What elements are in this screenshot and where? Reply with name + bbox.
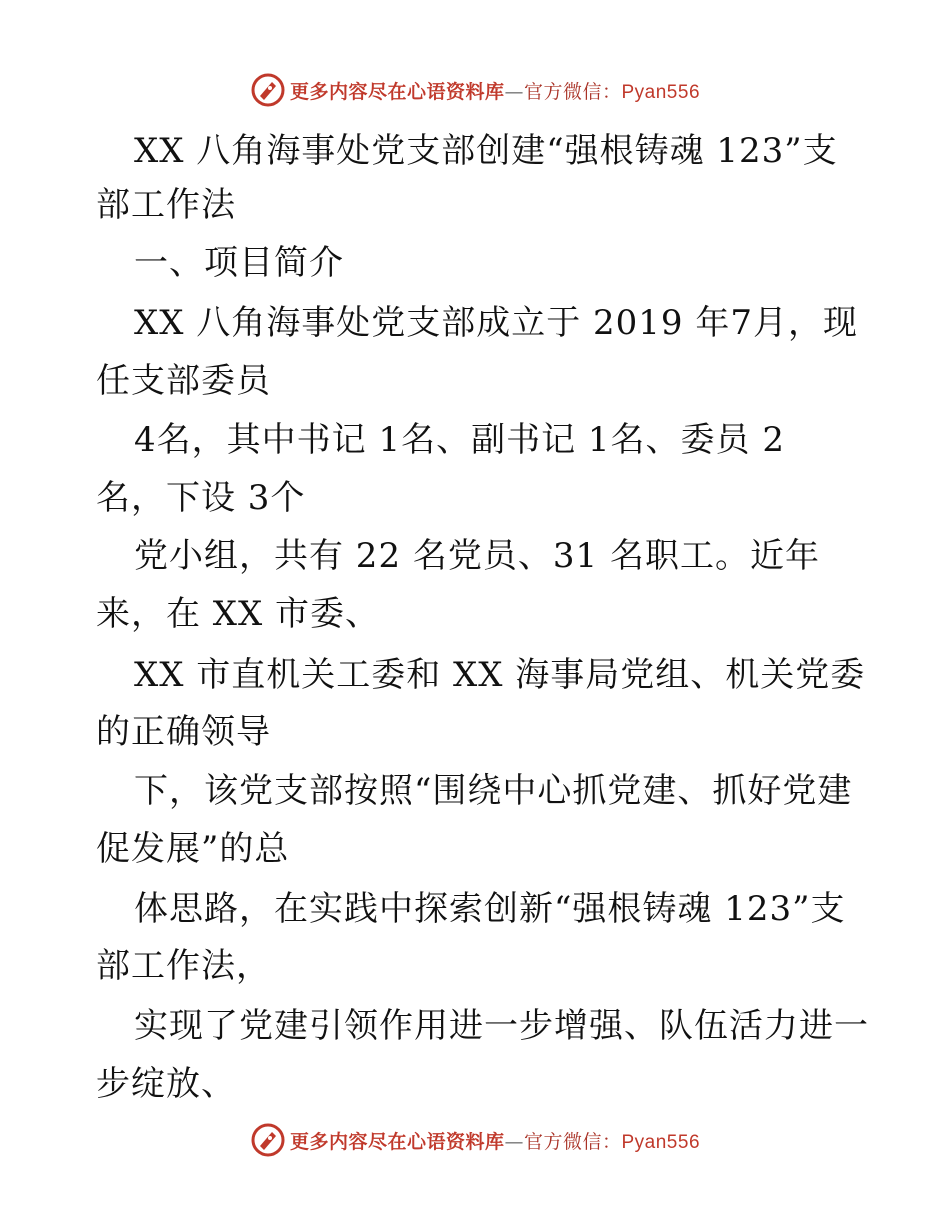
watermark-banner-bottom bbox=[0, 1120, 950, 1160]
watermark-text: 更多内容尽在心语资料库—官方微信：Pyan556 bbox=[289, 80, 701, 103]
paragraph-line: 4名，其中书记 1名、副书记 1名、委员 2 bbox=[134, 420, 785, 460]
paragraph-line: 党小组，共有 22 名党员、31 名职工。近年 bbox=[134, 536, 820, 576]
pen-nib-icon bbox=[250, 1122, 286, 1158]
pen-nib-icon bbox=[250, 72, 286, 108]
paragraph-line: 实现了党建引领作用进一步增强、队伍活力进一 bbox=[134, 1006, 869, 1046]
paragraph-line: 任支部委员 bbox=[96, 361, 271, 401]
paragraph-line: 名，下设 3个 bbox=[96, 478, 306, 518]
watermark-text: 更多内容尽在心语资料库—官方微信：Pyan556 bbox=[289, 1130, 701, 1153]
section-heading: 一、项目简介 bbox=[134, 243, 344, 283]
watermark-banner-top bbox=[0, 70, 950, 110]
paragraph-line: 体思路，在实践中探索创新“强根铸魂 123”支 bbox=[134, 889, 846, 929]
paragraph-line: XX 市直机关工委和 XX 海事局党组、机关党委 bbox=[134, 655, 866, 695]
paragraph-line: 的正确领导 bbox=[96, 712, 271, 752]
title-line-1: XX 八角海事处党支部创建“强根铸魂 123”支 bbox=[134, 131, 838, 171]
title-line-2: 部工作法 bbox=[96, 185, 236, 225]
paragraph-line: 下，该党支部按照“围绕中心抓党建、抓好党建 bbox=[134, 771, 853, 811]
paragraph-line: XX 八角海事处党支部成立于 2019 年7月，现 bbox=[134, 303, 858, 343]
paragraph-line: 促发展”的总 bbox=[96, 829, 290, 869]
paragraph-line: 部工作法， bbox=[96, 946, 271, 986]
paragraph-line: 步绽放、 bbox=[96, 1064, 236, 1104]
paragraph-line: 来，在 XX 市委、 bbox=[96, 594, 381, 634]
